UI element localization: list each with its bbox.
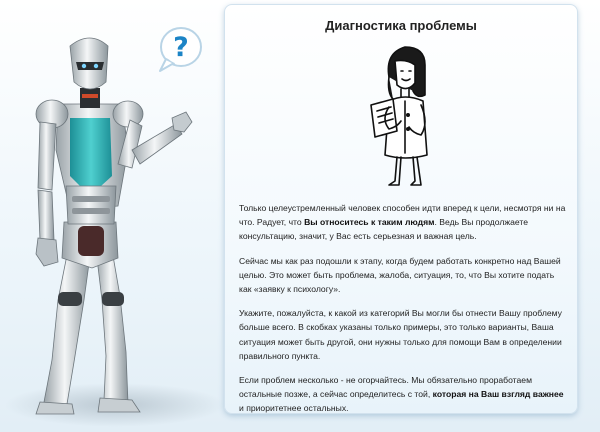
help-bubble: [156, 25, 206, 75]
woman-with-clipboard-icon: [367, 43, 445, 191]
panel-body: [239, 201, 569, 426]
diagnostics-panel: [224, 4, 578, 414]
question-mark-icon: ?: [173, 32, 189, 63]
page-title: Диагностика проблемы: [325, 18, 477, 33]
stage-paragraph: Сейчас мы как раз подошли к этапу, когда будем работать конкретно над Вашей целью. Это может быть проблема, жалоба, ситуация, то, что Вы хотите подать как «заявку к психологу».: [239, 255, 561, 295]
intro-paragraph: Только целеустремленный человек способен идти вперед к цели, несмотря ни на что. Радует, что Вы относитесь к таким людям. Ведь Вы продолжаете консультацию, значит, у Вас есть серьезная и важная цель.: [239, 203, 566, 242]
priority-paragraph: Если проблем несколько - не огорчайтесь. Мы обязательно проработаем остальные позже, а сейчас определитесь с той, которая на Ваш взгляд важнее и приоритетнее остальных.: [239, 375, 564, 414]
instruction-paragraph: Укажите, пожалуйста, к какой из категорий Вы могли бы отнести Вашу проблему больше всего. В скобках указаны только примеры, это только варианты, Ваша ситуация может быть другой, они нужны только для помощи Вам в определении правильного пункта.: [239, 308, 562, 361]
